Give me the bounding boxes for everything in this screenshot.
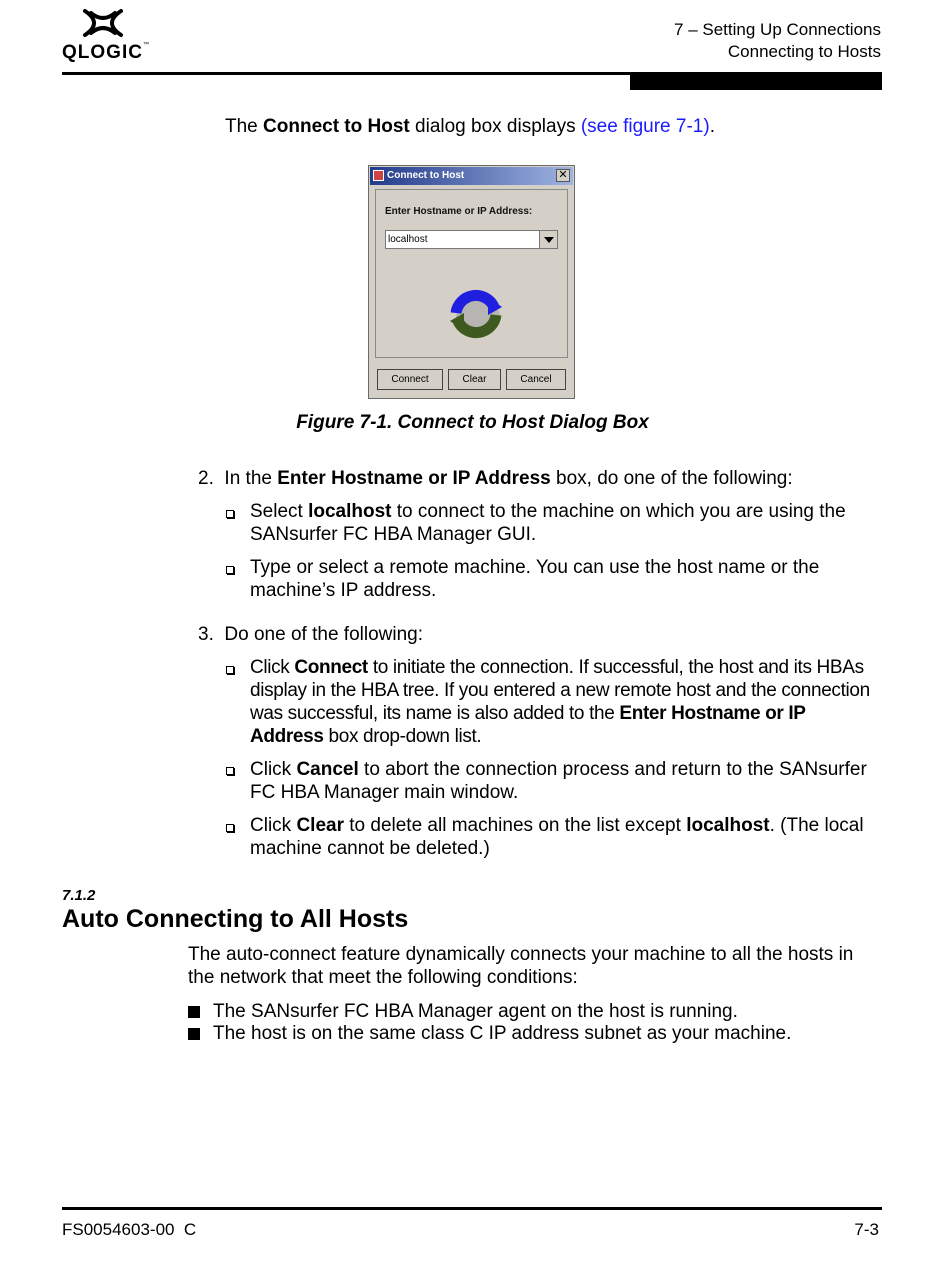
step-3: 3. Do one of the following: (198, 624, 423, 645)
hostname-combobox-value: localhost (388, 234, 428, 245)
checkbox-bullet-icon (226, 666, 234, 674)
close-icon[interactable]: ✕ (556, 169, 570, 182)
document-id: FS0054603-00 C (62, 1220, 197, 1239)
dialog-title-bar (370, 167, 573, 185)
figure-caption: Figure 7-1. Connect to Host Dialog Box (296, 412, 649, 433)
section-number: 7.1.2 (62, 887, 96, 904)
list-item: Click Clear to delete all machines on the list except localhost. (The local machine cannot be deleted.) (250, 815, 864, 859)
checkbox-bullet-icon (226, 767, 234, 775)
list-item: Type or select a remote machine. You can use the host name or the machine’s IP address. (250, 557, 820, 601)
clear-button[interactable]: Clear (448, 369, 501, 390)
cancel-button[interactable]: Cancel (506, 369, 566, 390)
running-header (674, 19, 881, 63)
section-heading: Auto Connecting to All Hosts (62, 905, 409, 933)
footer-rule (62, 1207, 882, 1210)
list-item: Select localhost to connect to the machine on which you are using the SANsurfer FC HBA Manager GUI. (250, 501, 846, 545)
hostname-label: Enter Hostname or IP Address: (385, 206, 533, 217)
step-number: 2. (198, 468, 214, 489)
hostname-combobox[interactable] (385, 230, 558, 249)
section-paragraph: The auto-connect feature dynamically connects your machine to all the hosts in the network that meet the following conditions: (188, 944, 854, 988)
checkbox-bullet-icon (226, 566, 234, 574)
connect-button[interactable]: Connect (377, 369, 443, 390)
dialog-title: Connect to Host (387, 170, 465, 181)
logo-text: QLOGIC™ (62, 42, 150, 63)
square-bullet-icon (188, 1006, 200, 1018)
figure-link[interactable]: (see figure 7-1) (580, 116, 710, 137)
app-icon (373, 170, 384, 181)
square-bullet-icon (188, 1028, 200, 1040)
list-item: Click Connect to initiate the connection. If successful, the host and its HBAs display in the HBA tree. If you entered a new remote host and the connection was successful, its name is also added to the Enter Hostname or IP Address box drop-down list. (250, 657, 870, 747)
step-number: 3. (198, 624, 214, 645)
connect-refresh-icon (448, 285, 504, 341)
list-item: The SANsurfer FC HBA Manager agent on the host is running. (213, 1001, 738, 1022)
step-2: 2. In the Enter Hostname or IP Address box, do one of the following: (198, 468, 793, 489)
chapter-title: 7 – Setting Up Connections (674, 20, 881, 39)
dialog-panel (375, 189, 568, 358)
header-rule-tab (630, 72, 882, 90)
connect-to-host-dialog (368, 165, 575, 399)
section-title: Connecting to Hosts (727, 42, 881, 61)
qlogic-logo-mark-icon (82, 8, 124, 38)
chevron-down-icon[interactable] (539, 231, 557, 248)
page-number: 7-3 (854, 1220, 879, 1239)
intro-paragraph: The Connect to Host dialog box displays (see figure 7-1). (225, 116, 715, 137)
qlogic-logo (62, 8, 152, 64)
checkbox-bullet-icon (226, 510, 234, 518)
list-item: Click Cancel to abort the connection process and return to the SANsurfer FC HBA Manager main window. (250, 759, 867, 803)
checkbox-bullet-icon (226, 824, 234, 832)
list-item: The host is on the same class C IP address subnet as your machine. (213, 1023, 792, 1044)
